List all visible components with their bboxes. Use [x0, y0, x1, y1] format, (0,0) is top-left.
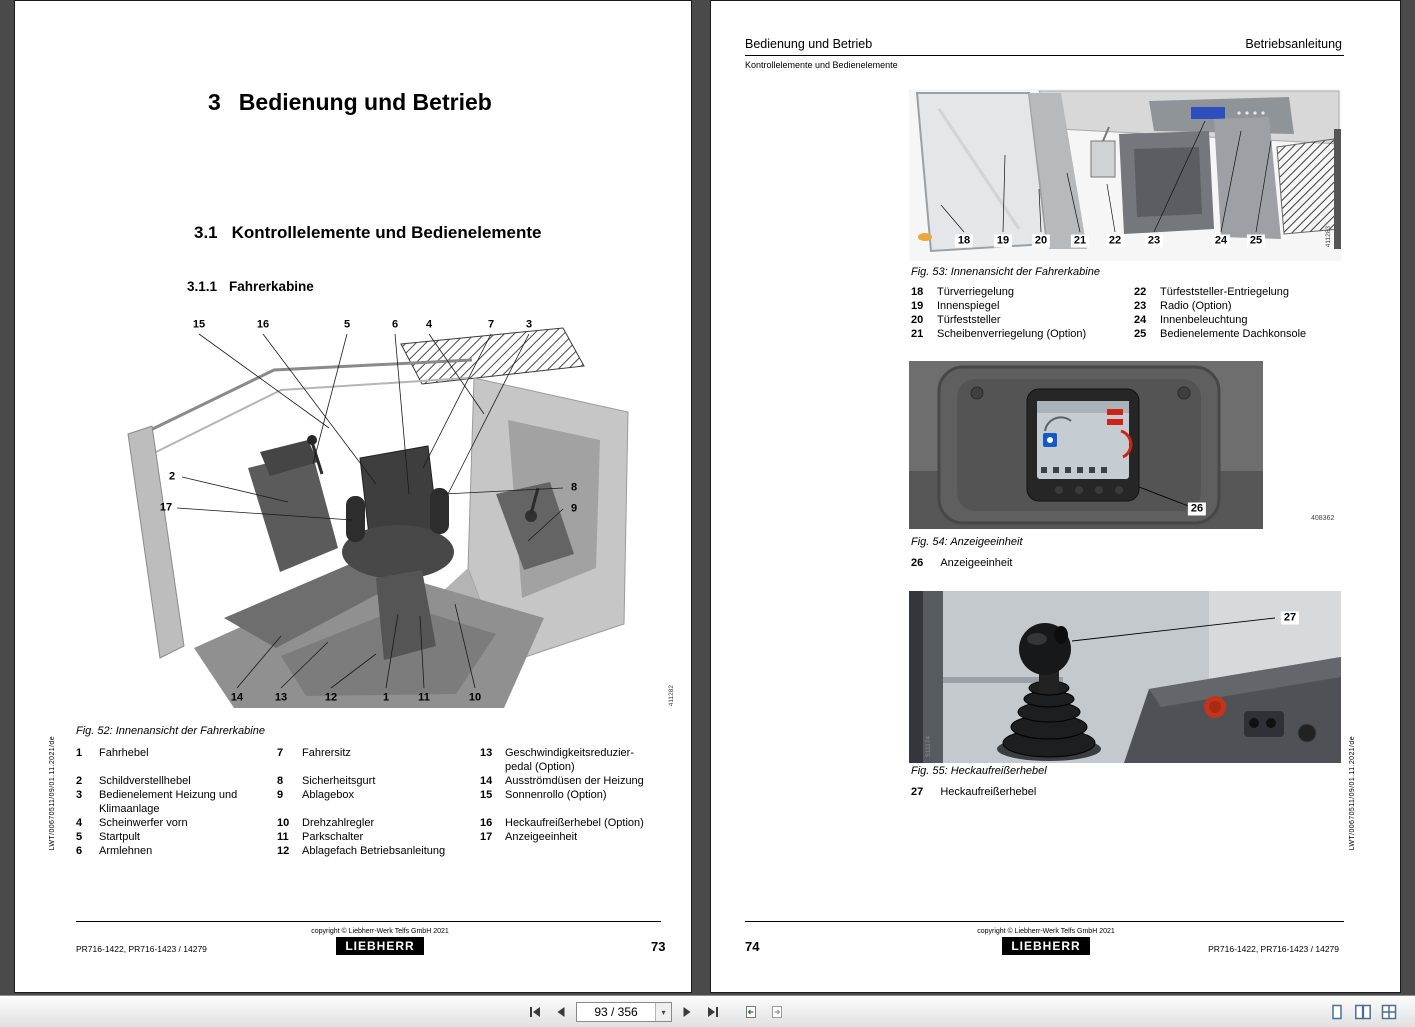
section-title: Kontrollelemente und Bedienelemente — [231, 223, 542, 242]
legend-num: 13 — [480, 747, 493, 759]
legend-row — [76, 746, 666, 774]
legend-row — [76, 830, 666, 844]
callout-5: 5 — [343, 318, 351, 331]
callout-25: 25 — [1247, 235, 1265, 248]
chapter-number: 3 — [208, 89, 221, 115]
callout-9: 9 — [570, 502, 578, 515]
fig54-illustration — [909, 361, 1263, 529]
figure-55-ripper-lever — [909, 591, 1341, 763]
callout-11: 11 — [418, 691, 430, 704]
document-side-code: LWT/00670511/09/01.11.2021/de — [49, 736, 56, 851]
callout-17: 17 — [159, 501, 173, 514]
previous-view-button[interactable] — [740, 1001, 762, 1023]
callout-3: 3 — [525, 318, 533, 331]
legend-row — [76, 774, 666, 788]
callout-8: 8 — [570, 481, 578, 494]
callout-27: 27 — [1281, 612, 1299, 625]
legend-label: Sicherheitsgurt — [302, 775, 376, 787]
callout-14: 14 — [230, 691, 244, 704]
callout-21: 21 — [1071, 235, 1089, 248]
header-rule — [745, 55, 1344, 56]
fig54-caption: Fig. 54: Anzeigeeinheit — [911, 536, 1023, 548]
fig52-illustration — [76, 316, 676, 716]
footer-copyright-block — [961, 928, 1131, 955]
fig52-legend — [76, 746, 666, 858]
next-page-icon — [680, 1005, 694, 1019]
legend-num — [480, 844, 505, 858]
legend-num: 19 — [911, 300, 924, 312]
single-page-view-icon — [1328, 1003, 1346, 1021]
legend-num: 14 — [480, 775, 493, 787]
legend-num: 12 — [277, 845, 290, 857]
multi-page-view-button[interactable] — [1378, 1001, 1400, 1023]
callout-13: 13 — [274, 691, 288, 704]
legend-label: Türfeststeller-Entriegelung — [1160, 286, 1290, 298]
fig54-legend — [911, 557, 1012, 569]
fig53-legend — [911, 285, 1341, 341]
callout-1: 1 — [382, 691, 390, 704]
legend-label: Fahrersitz — [302, 747, 351, 759]
previous-page-icon — [554, 1005, 568, 1019]
callout-7: 7 — [487, 318, 495, 331]
legend-label: Sonnenrollo (Option) — [505, 789, 607, 801]
legend-num: 9 — [277, 789, 284, 801]
legend-num: 16 — [480, 817, 493, 829]
next-view-icon — [769, 1004, 785, 1020]
page-layout-group — [1326, 996, 1400, 1027]
legend-num: 23 — [1134, 300, 1147, 312]
legend-label — [505, 844, 666, 858]
chapter-title: Bedienung und Betrieb — [238, 89, 492, 115]
footer-copyright-block — [295, 928, 465, 955]
facing-pages-view-button[interactable] — [1352, 1001, 1374, 1023]
callout-15: 15 — [192, 318, 206, 331]
image-code: 411283 — [1325, 225, 1332, 247]
legend-num: 7 — [277, 747, 284, 759]
callout-12: 12 — [324, 691, 338, 704]
legend-num: 4 — [76, 817, 83, 829]
page-navigation-group — [524, 996, 788, 1027]
fig53-illustration — [909, 89, 1341, 261]
legend-num: 24 — [1134, 314, 1147, 326]
page-number: 73 — [651, 939, 666, 954]
running-header-left: Bedienung und Betrieb — [745, 37, 873, 51]
page-number: 74 — [745, 939, 760, 954]
legend-label: Fahrhebel — [99, 747, 149, 759]
callout-18: 18 — [955, 235, 973, 248]
page-number-field — [576, 1002, 672, 1022]
facing-pages-view-icon — [1354, 1003, 1372, 1021]
legend-label: Scheibenverriegelung (Option) — [937, 328, 1087, 340]
next-view-button[interactable] — [766, 1001, 788, 1023]
callout-23: 23 — [1145, 235, 1163, 248]
legend-label: Türfeststeller — [937, 314, 1001, 326]
legend-row — [76, 788, 666, 816]
legend-label: Innenbeleuchtung — [1160, 314, 1248, 326]
legend-num: 17 — [480, 831, 493, 843]
next-page-button[interactable] — [676, 1001, 698, 1023]
legend-label: Ausströmdüsen der Heizung — [505, 775, 644, 787]
legend-num: 15 — [480, 789, 493, 801]
legend-label: Ablagefach Betriebsanleitung — [302, 845, 446, 857]
first-page-icon — [528, 1005, 542, 1019]
callout-24: 24 — [1212, 235, 1230, 248]
subsection-heading — [187, 279, 314, 294]
legend-row — [76, 844, 666, 858]
legend-num: 18 — [911, 286, 924, 298]
last-page-icon — [706, 1005, 720, 1019]
copyright-text: copyright © Liebherr-Werk Telfs GmbH 2021 — [311, 928, 449, 935]
legend-num: 22 — [1134, 286, 1147, 298]
legend-num: 2 — [76, 775, 83, 787]
legend-num: 21 — [911, 328, 924, 340]
page-dropdown-button[interactable] — [655, 1003, 671, 1021]
pdf-toolbar — [0, 995, 1415, 1027]
legend-label: Schildverstellhebel — [99, 775, 191, 787]
image-code: 511174 — [925, 736, 932, 757]
liebherr-logo: LIEBHERR — [1002, 937, 1089, 955]
legend-label: Startpult — [99, 831, 140, 843]
legend-row — [76, 816, 666, 830]
legend-label: Anzeigeeinheit — [940, 557, 1013, 569]
legend-label: Geschwindigkeitsreduzier-pedal (Option) — [505, 747, 634, 773]
fig52-caption: Fig. 52: Innenansicht der Fahrerkabine — [76, 725, 265, 737]
legend-num: 1 — [76, 747, 83, 759]
legend-label: Scheinwerfer vorn — [99, 817, 188, 829]
footer-doc-code: PR716-1422, PR716-1423 / 14279 — [1208, 944, 1339, 954]
fig55-legend — [911, 786, 1036, 798]
figure-52-cab-interior — [76, 316, 676, 716]
legend-row — [911, 313, 1341, 327]
callout-6: 6 — [391, 318, 399, 331]
legend-label: Ablagebox — [302, 789, 354, 801]
callout-2: 2 — [168, 470, 176, 483]
legend-num: 3 — [76, 789, 83, 801]
chapter-heading — [208, 89, 492, 116]
fig53-caption: Fig. 53: Innenansicht der Fahrerkabine — [911, 266, 1100, 278]
legend-label: Bedienelement Heizung und Klimaanlage — [99, 789, 238, 815]
legend-label: Bedienelemente Dachkonsole — [1160, 328, 1307, 340]
image-code: 408362 — [1311, 515, 1335, 522]
callout-20: 20 — [1032, 235, 1050, 248]
image-code: 411282 — [668, 684, 675, 706]
callout-4: 4 — [425, 318, 433, 331]
last-page-button[interactable] — [702, 1001, 724, 1023]
legend-num: 5 — [76, 831, 83, 843]
manual-page-left — [14, 0, 692, 993]
legend-row — [911, 327, 1341, 341]
legend-num: 26 — [911, 557, 924, 569]
callout-16: 16 — [256, 318, 270, 331]
legend-label: Türverriegelung — [937, 286, 1015, 298]
legend-label: Anzeigeeinheit — [505, 831, 578, 843]
multi-page-view-icon — [1380, 1003, 1398, 1021]
liebherr-logo: LIEBHERR — [336, 937, 423, 955]
footer-rule — [76, 921, 661, 922]
legend-row — [911, 299, 1341, 313]
section-number: 3.1 — [194, 223, 218, 242]
section-heading — [194, 223, 541, 243]
subsection-number: 3.1.1 — [187, 279, 218, 294]
legend-label: Armlehnen — [99, 845, 153, 857]
subsection-title: Fahrerkabine — [229, 279, 314, 294]
figure-53-cab-interior — [909, 89, 1341, 261]
callout-26: 26 — [1188, 503, 1206, 516]
legend-label: Heckaufreißerhebel — [940, 786, 1037, 798]
previous-view-icon — [743, 1004, 759, 1020]
running-header-right: Betriebsanleitung — [1245, 37, 1342, 51]
single-page-view-button[interactable] — [1326, 1001, 1348, 1023]
copyright-text: copyright © Liebherr-Werk Telfs GmbH 2021 — [977, 928, 1115, 935]
first-page-button[interactable] — [524, 1001, 546, 1023]
document-side-code: LWT/00670511/09/01.11.2021/de — [1349, 736, 1356, 851]
manual-page-right — [710, 0, 1401, 993]
chevron-down-icon: ▾ — [661, 1007, 666, 1017]
legend-num: 6 — [76, 845, 83, 857]
legend-num: 27 — [911, 786, 924, 798]
legend-num: 20 — [911, 314, 924, 326]
legend-num: 11 — [277, 831, 289, 843]
legend-row — [911, 285, 1341, 299]
callout-19: 19 — [994, 235, 1012, 248]
footer-rule — [745, 921, 1344, 922]
legend-num: 10 — [277, 817, 290, 829]
legend-label: Radio (Option) — [1160, 300, 1232, 312]
legend-label: Innenspiegel — [937, 300, 1000, 312]
legend-label: Drehzahlregler — [302, 817, 375, 829]
previous-page-button[interactable] — [550, 1001, 572, 1023]
fig55-illustration — [909, 591, 1341, 763]
callout-10: 10 — [468, 691, 482, 704]
legend-label: Heckaufreißerhebel (Option) — [505, 817, 644, 829]
callout-22: 22 — [1106, 235, 1124, 248]
legend-num: 8 — [277, 775, 284, 787]
legend-label: Parkschalter — [302, 831, 364, 843]
page-number-input[interactable] — [577, 1005, 655, 1019]
footer-doc-code: PR716-1422, PR716-1423 / 14279 — [76, 944, 207, 954]
fig55-caption: Fig. 55: Heckaufreißerhebel — [911, 765, 1047, 777]
running-header-sub: Kontrollelemente und Bedienelemente — [745, 60, 898, 70]
legend-num: 25 — [1134, 328, 1147, 340]
figure-54-display-unit — [909, 361, 1263, 529]
